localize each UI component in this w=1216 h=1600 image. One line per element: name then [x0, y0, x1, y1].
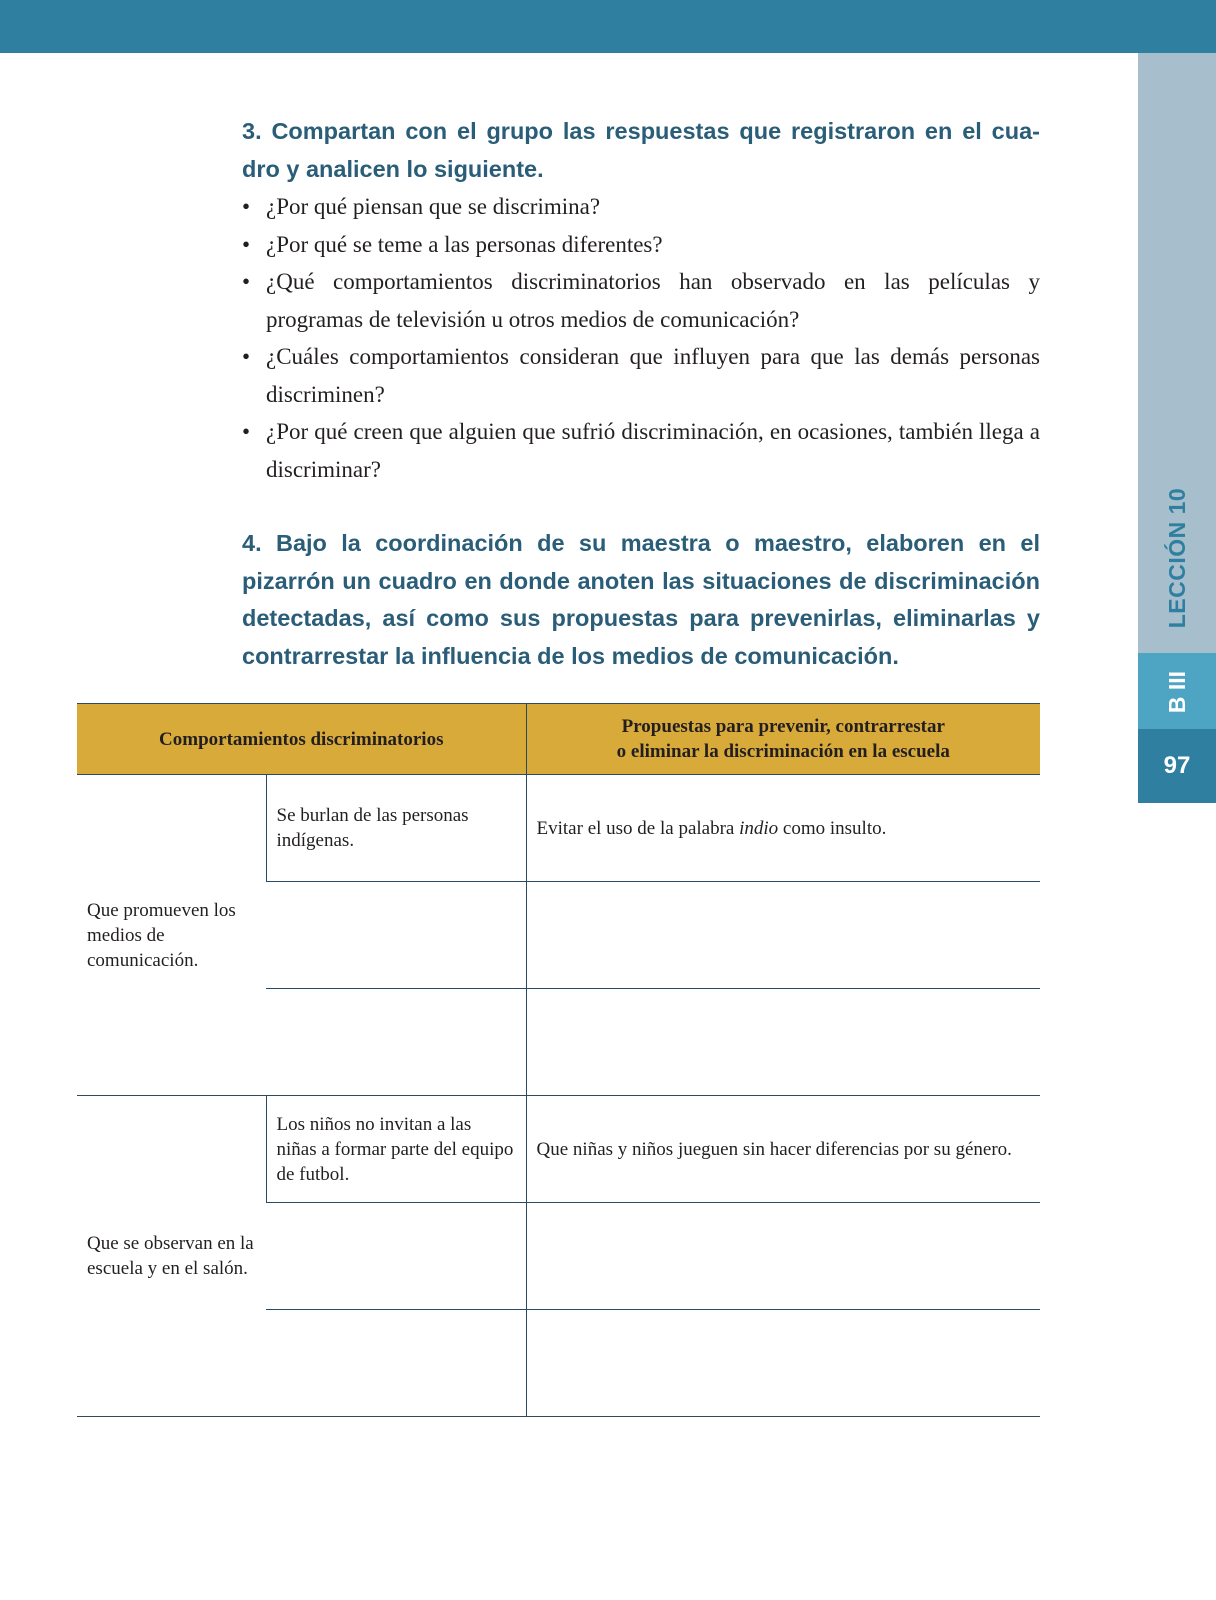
proposal-cell[interactable]: [526, 989, 1040, 1096]
list-item: • ¿Qué comportamientos discriminatorios han observado en las películas y programas de televisión u otros medios de comunicación?: [242, 263, 1040, 338]
proposal-cell[interactable]: [526, 775, 1040, 882]
behavior-cell[interactable]: Los niños no invitan a las niñas a formar parte del equipo de futbol.: [266, 1096, 526, 1203]
group-label-media: Que promueven los medios de comunicación.: [77, 775, 266, 1096]
behavior-cell[interactable]: [266, 882, 526, 989]
group-label-school: Que se observan en la escuela y en el salón.: [77, 1096, 266, 1417]
proposal-cell[interactable]: [526, 1310, 1040, 1417]
behavior-cell[interactable]: [266, 1203, 526, 1310]
header-proposals-line2: o eliminar la discriminación en la escuela: [616, 741, 950, 762]
list-item: • ¿Cuáles comportamientos consideran que influyen para que las demás personas discriminen?: [242, 338, 1040, 413]
section-3-heading: 3. Compartan con el grupo las respuestas que registraron en el cua-dro y analicen lo siguiente.: [242, 118, 1040, 182]
table-row: [77, 1096, 1040, 1203]
proposal-cell[interactable]: [526, 1203, 1040, 1310]
header-behaviors: Comportamientos discriminatorios: [77, 704, 526, 775]
section-4-heading: 4. Bajo la coordinación de su maestra o maestro, elaboren en el pizarrón un cuadro en donde anoten las situaciones de discriminación detectadas, así como sus propuestas para prevenirlas, eliminarlas y contrarrestar la influencia de los medios de comunicación.: [242, 530, 1040, 669]
list-item: • ¿Por qué creen que alguien que sufrió discriminación, en ocasiones, también llega a discriminar?: [242, 413, 1040, 488]
proposal-cell[interactable]: Que niñas y niños jueguen sin hacer diferencias por su género.: [526, 1096, 1040, 1203]
behavior-cell[interactable]: [266, 1310, 526, 1417]
top-color-bar: [0, 0, 1216, 53]
proposal-text: como insulto.: [778, 817, 887, 839]
page-number: 97: [1163, 752, 1191, 779]
list-item: • ¿Por qué se teme a las personas diferentes?: [242, 226, 1040, 264]
proposal-cell[interactable]: [526, 882, 1040, 989]
list-item: • ¿Por qué piensan que se discrimina?: [242, 188, 1040, 226]
table-row: [77, 775, 1040, 882]
question-list: [242, 188, 1040, 488]
header-proposals: [526, 704, 1040, 775]
behavior-cell[interactable]: [266, 989, 526, 1096]
header-proposals-line1: Propuestas para prevenir, contrarrestar: [621, 716, 945, 737]
table-header-row: [77, 704, 1040, 775]
lesson-label: LECCIÓN 10: [1164, 487, 1190, 629]
discrimination-table: [77, 703, 1040, 1417]
behavior-cell[interactable]: Se burlan de las personas indígenas.: [266, 775, 526, 882]
block-label: B III: [1164, 670, 1190, 714]
proposal-text: Evitar el uso de la palabra: [536, 817, 740, 839]
activity-content: [242, 113, 1040, 675]
proposal-italic-word: indio: [739, 817, 779, 839]
